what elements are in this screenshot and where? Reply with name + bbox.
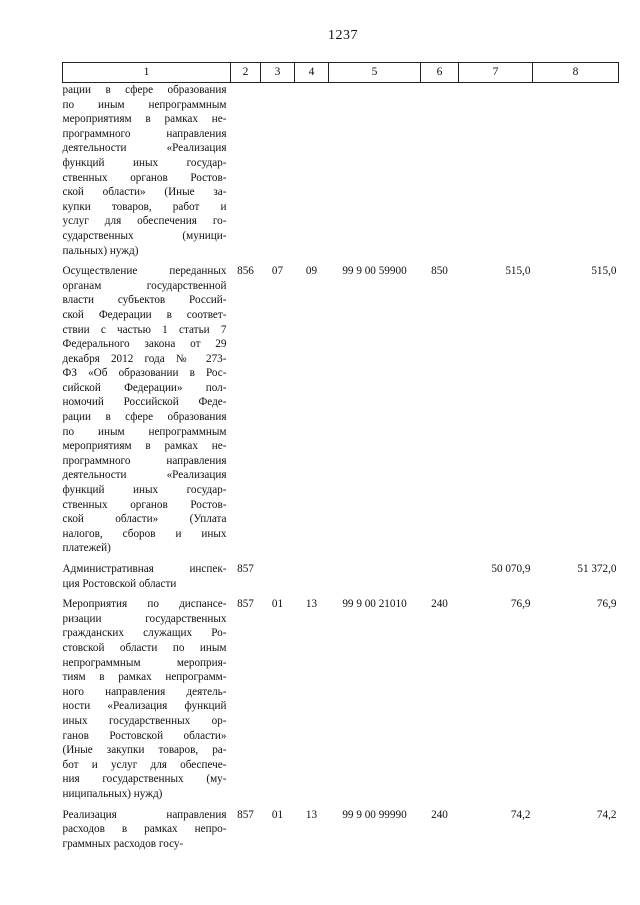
description-line: сударственных (муници-	[62, 229, 227, 242]
ved-code: 857	[237, 808, 254, 821]
description-line: ственных органов Ростов-	[62, 171, 227, 184]
amount-col7	[459, 83, 533, 259]
target-article-code: 99 9 00 21010	[342, 598, 407, 611]
description-line: функций иных государ-	[62, 156, 227, 169]
column-header: 7	[459, 63, 533, 83]
amount-col7: 515,0	[505, 265, 531, 278]
description-line: расходов в рамках непро-	[62, 823, 227, 836]
description-line: ской Федерации в соответ-	[62, 308, 227, 321]
amount-col8: 515,0	[591, 265, 617, 278]
column-header: 5	[329, 63, 421, 83]
description-line: Административная инспек-	[62, 563, 227, 575]
expense-description	[63, 802, 231, 852]
description-line: органам государственной	[62, 279, 227, 292]
description-line: функций иных государ-	[62, 484, 227, 497]
description-line: деятельности «Реализация	[62, 142, 227, 155]
description-line: налогов, сборов и иных	[62, 527, 227, 540]
table-row	[63, 83, 619, 259]
amount-col8	[533, 83, 619, 259]
expense-type-code	[421, 83, 459, 259]
description-line: платежей)	[62, 542, 111, 555]
description-line: бот и услуг для обеспече-	[62, 758, 227, 771]
column-header: 6	[421, 63, 459, 83]
target-article-code	[329, 83, 421, 259]
description-line: рации в сфере образования	[62, 411, 227, 424]
description-line: ственных органов Ростов-	[62, 498, 227, 511]
expense-description	[63, 591, 231, 801]
description-line: ности «Реализация функций	[62, 700, 227, 713]
description-line: сийской Федерации» пол-	[62, 381, 227, 394]
ved-code: 856	[237, 265, 254, 278]
ved-code: 857	[237, 563, 254, 575]
expense-description	[63, 258, 231, 556]
description-line: Осуществление переданных	[62, 265, 227, 278]
ved-code: 857	[237, 598, 254, 611]
target-article-code: 99 9 00 59900	[342, 265, 407, 278]
table-row	[63, 802, 619, 852]
amount-col8: 76,9	[596, 598, 617, 611]
description-line: программного направления	[62, 127, 227, 140]
description-line: ция Ростовской области	[62, 577, 177, 590]
amount-col8: 51 372,0	[577, 563, 617, 575]
description-line: по иным непрограммным	[62, 425, 227, 438]
amount-col8: 74,2	[596, 808, 617, 821]
description-line: купки товаров, работ и	[62, 200, 227, 213]
subsection-code	[295, 556, 329, 591]
description-line: мероприятиям в рамках не-	[62, 440, 227, 453]
description-line: ской области» (Уплата	[62, 513, 227, 526]
description-line: услуг для обеспечения го-	[62, 215, 227, 228]
description-line: декабря 2012 года № 273-	[62, 352, 227, 365]
description-line: номочий Российской Феде-	[62, 396, 227, 409]
description-line: (Иные закупки товаров, ра-	[62, 744, 227, 757]
budget-table	[62, 62, 619, 851]
subsection-code: 13	[305, 598, 318, 611]
target-article-code	[329, 556, 421, 591]
amount-col7: 50 070,9	[491, 563, 531, 575]
column-number-header	[63, 63, 619, 83]
description-line: Федерального закона от 29	[62, 338, 227, 351]
expense-type-code: 850	[431, 265, 448, 278]
section-code: 01	[271, 598, 284, 611]
column-header: 2	[231, 63, 261, 83]
description-line: Мероприятия по диспансе-	[62, 598, 227, 611]
section-code	[261, 556, 295, 591]
subsection-code: 09	[305, 265, 318, 278]
description-line: по иным непрограммным	[62, 98, 227, 111]
description-line: ганов Ростовской области»	[62, 729, 227, 742]
description-line: рации в сфере образования	[62, 84, 227, 96]
section-code	[261, 83, 295, 259]
description-line: ФЗ «Об образовании в Рос-	[62, 367, 227, 380]
description-line: пальных) нужд)	[62, 244, 139, 257]
description-line: непрограммным мероприя-	[62, 656, 227, 669]
section-code: 01	[271, 808, 284, 821]
expense-description	[63, 83, 231, 259]
description-line: власти субъектов Россий-	[62, 294, 227, 307]
page-number: 1237	[328, 28, 358, 43]
description-line: ния государственных (му-	[62, 773, 227, 786]
description-line: программного направления	[62, 454, 227, 467]
description-line: ствии с частью 1 статьи 7	[62, 323, 227, 336]
description-line: ризации государственных	[62, 612, 227, 625]
description-line: гражданских служащих Ро-	[62, 627, 227, 640]
column-header: 3	[261, 63, 295, 83]
column-header: 1	[63, 63, 231, 83]
amount-col7: 74,2	[510, 808, 531, 821]
table-row	[63, 556, 619, 591]
description-line: деятельности «Реализация	[62, 469, 227, 482]
amount-col7: 76,9	[510, 598, 531, 611]
section-code: 07	[271, 265, 284, 278]
description-line: ской области» (Иные за-	[62, 186, 227, 199]
description-line: тиям в рамках непрограмм-	[62, 671, 227, 684]
description-line: граммных расходов госу-	[62, 837, 184, 850]
table-row	[63, 591, 619, 801]
expense-type-code: 240	[431, 598, 448, 611]
column-header: 8	[533, 63, 619, 83]
description-line: Реализация направления	[62, 808, 227, 821]
description-line: иных государственных ор-	[62, 714, 227, 727]
ved-code	[231, 83, 261, 259]
description-line: мероприятиям в рамках не-	[62, 113, 227, 126]
expense-type-code: 240	[431, 808, 448, 821]
description-line: ного направления деятель-	[62, 685, 227, 698]
description-line: стовской области по иным	[62, 641, 227, 654]
target-article-code: 99 9 00 99990	[342, 808, 407, 821]
table-body	[63, 83, 619, 852]
column-header: 4	[295, 63, 329, 83]
expense-type-code	[421, 556, 459, 591]
description-line: ниципальных) нужд)	[62, 787, 163, 800]
subsection-code: 13	[305, 808, 318, 821]
subsection-code	[295, 83, 329, 259]
expense-description	[63, 556, 231, 591]
table-row	[63, 258, 619, 556]
